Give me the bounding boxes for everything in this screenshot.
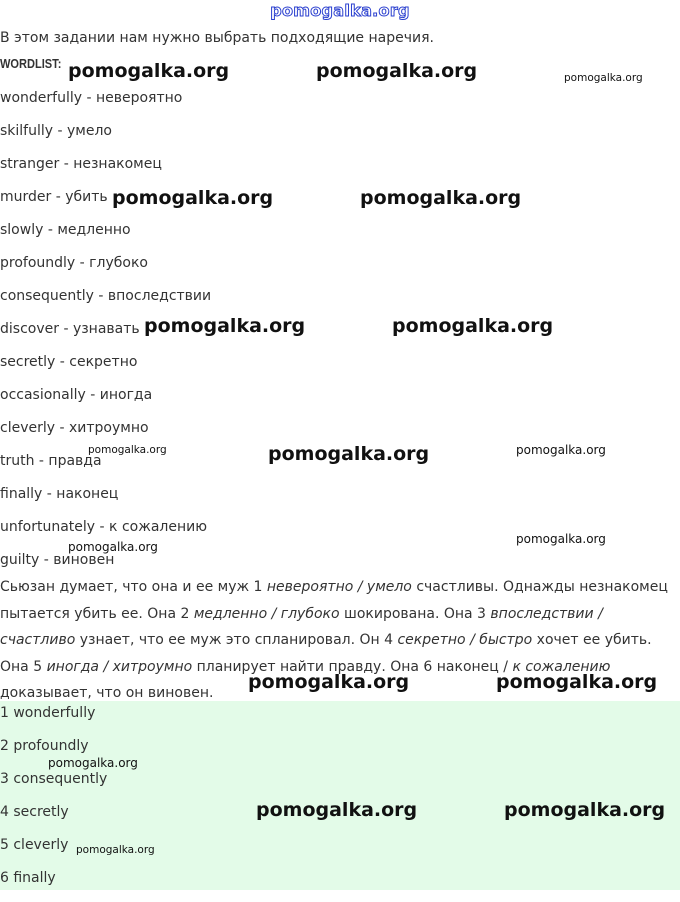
wordlist-item: consequently - впоследствии xyxy=(0,288,212,304)
watermark: pomogalka.org xyxy=(496,671,658,693)
answer-item: 4 secretly xyxy=(0,804,69,820)
story-choice: секретно / быстро xyxy=(397,632,533,648)
watermark: pomogalka.org xyxy=(48,756,138,770)
intro-text: В этом задании нам нужно выбрать подходящие наречия. xyxy=(0,30,434,46)
story-text: планирует найти правду. Она 6 наконец / xyxy=(192,658,513,675)
watermark: pomogalka.org xyxy=(248,671,410,693)
story-choice: медленно / глубоко xyxy=(193,605,340,622)
watermark: pomogalka.org xyxy=(112,187,274,209)
watermark: pomogalka.org xyxy=(392,315,554,337)
watermark: pomogalka.org xyxy=(68,540,158,554)
story-text: Сьюзан думает, что она и ее муж 1 xyxy=(0,579,267,595)
answer-item: 1 wonderfully xyxy=(0,705,96,721)
story-choice: счастливо xyxy=(0,632,76,648)
story-line-2 xyxy=(0,601,680,628)
wordlist-item: murder - убить xyxy=(0,189,108,205)
answer-item: 3 consequently xyxy=(0,771,108,787)
story-text: счастливы. Однажды незнакомец xyxy=(411,579,668,595)
watermark: pomogalka.org xyxy=(88,444,167,456)
answer-item: 5 cleverly xyxy=(0,837,69,853)
watermark: pomogalka.org xyxy=(360,187,522,209)
watermark: pomogalka.org xyxy=(516,443,606,457)
watermark: pomogalka.org xyxy=(564,72,643,84)
story-text: доказывает, что он виновен. xyxy=(0,685,214,701)
wordlist-item: slowly - медленно xyxy=(0,222,131,238)
story-choice: впоследствии / xyxy=(490,605,603,622)
story-text: хочет ее убить. xyxy=(532,632,652,648)
wordlist-item: finally - наконец xyxy=(0,486,119,502)
story-text: пытается убить ее. Она 2 xyxy=(0,605,194,622)
story-text: шокирована. Она 3 xyxy=(339,605,491,622)
wordlist-item: truth - правда xyxy=(0,453,102,469)
wordlist-item: discover - узнавать xyxy=(0,321,140,337)
watermark: pomogalka.org xyxy=(144,315,306,337)
watermark: pomogalka.org xyxy=(316,60,478,82)
answer-item: 6 finally xyxy=(0,870,56,886)
wordlist-item: stranger - незнакомец xyxy=(0,156,162,172)
wordlist-item: wonderfully - невероятно xyxy=(0,90,183,106)
wordlist-item: skilfully - умело xyxy=(0,123,112,139)
watermark: pomogalka.org xyxy=(68,60,230,82)
watermark: pomogalka.org xyxy=(268,443,430,465)
story-choice: к сожалению xyxy=(512,658,611,675)
story-choice: невероятно / умело xyxy=(266,579,412,595)
wordlist-item: profoundly - глубоко xyxy=(0,255,148,271)
wordlist-item: guilty - виновен xyxy=(0,552,115,568)
site-header-logo: pomogalka.org xyxy=(270,1,410,20)
wordlist-title: WORDLIST: xyxy=(0,56,62,71)
story-text: узнает, что ее муж это спланировал. Он 4 xyxy=(75,632,398,648)
story-line-3 xyxy=(0,627,680,654)
watermark: pomogalka.org xyxy=(516,532,606,546)
watermark: pomogalka.org xyxy=(256,799,418,821)
story-choice: иногда / хитроумно xyxy=(46,658,193,675)
watermark: pomogalka.org xyxy=(76,844,155,856)
answer-list xyxy=(0,704,107,902)
wordlist-item: cleverly - хитроумно xyxy=(0,420,149,436)
wordlist-item: unfortunately - к сожалению xyxy=(0,519,207,535)
watermark: pomogalka.org xyxy=(504,799,666,821)
story-line-1 xyxy=(0,574,680,601)
answer-item: 2 profoundly xyxy=(0,738,89,754)
wordlist-item: occasionally - иногда xyxy=(0,387,153,403)
story-text: Она 5 xyxy=(0,658,47,675)
wordlist-item: secretly - секретно xyxy=(0,354,138,370)
